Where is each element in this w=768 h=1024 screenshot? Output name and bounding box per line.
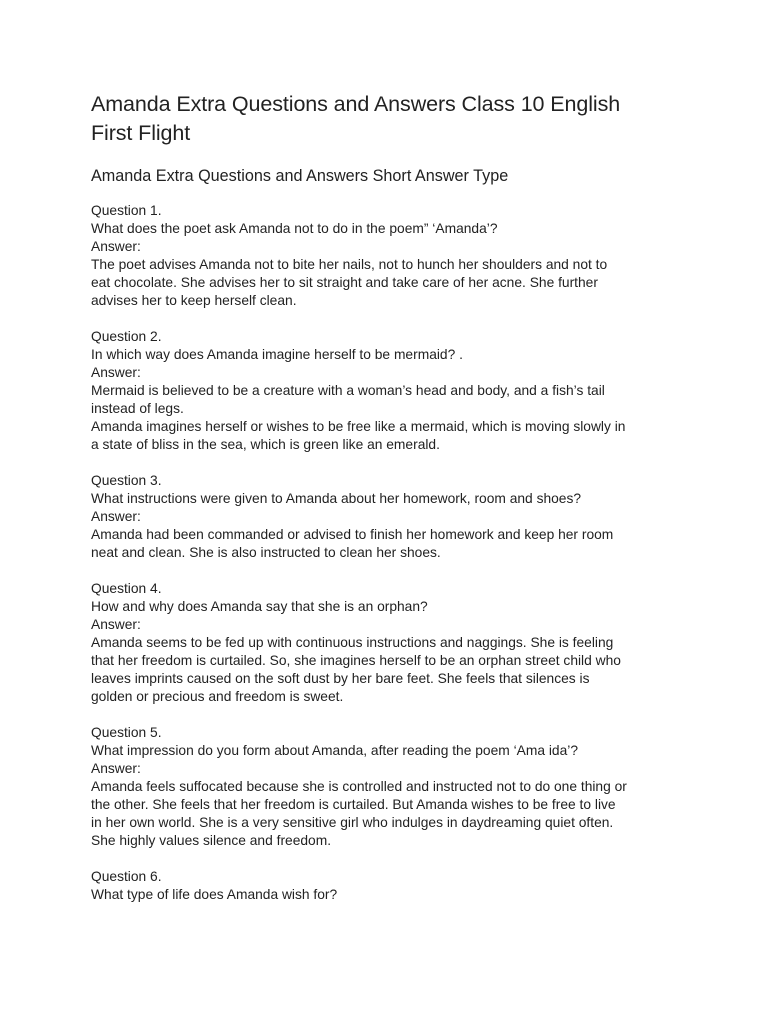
question-text: What type of life does Amanda wish for? [91,887,338,902]
qa-item [91,202,691,310]
qa-item [91,724,691,850]
answer-text [91,634,691,706]
answer-label: Answer: [91,617,141,632]
answer-line: eat chocolate. She advises her to sit straight and take care of her acne. She further [91,275,598,290]
answer-line: She highly values silence and freedom. [91,833,332,848]
title-line-2: First Flight [91,121,191,145]
answer-line: Amanda seems to be fed up with continuous instructions and naggings. She is feeling [91,635,614,650]
answer-line: a state of bliss in the sea, which is green like an emerald. [91,437,440,452]
answer-label: Answer: [91,761,141,776]
answer-line: the other. She feels that her freedom is curtailed. But Amanda wishes to be free to live [91,797,616,812]
answer-line: instead of legs. [91,401,184,416]
answer-line: Mermaid is believed to be a creature with a woman’s head and body, and a fish’s tail [91,383,605,398]
answer-text [91,382,691,454]
answer-label: Answer: [91,239,141,254]
answer-line: advises her to keep herself clean. [91,293,297,308]
answer-line: Amanda imagines herself or wishes to be free like a mermaid, which is moving slowly in [91,419,626,434]
title-line-1: Amanda Extra Questions and Answers Class 10 English [91,92,621,116]
question-number: Question 5. [91,725,162,740]
question-number: Question 2. [91,329,162,344]
answer-label: Answer: [91,509,141,524]
answer-line: leaves imprints caused on the soft dust by her bare feet. She feels that silences is [91,671,590,686]
qa-item [91,472,691,562]
qa-list [91,202,691,904]
document-page [91,90,691,922]
question-text: How and why does Amanda say that she is an orphan? [91,599,428,614]
answer-line: golden or precious and freedom is sweet. [91,689,344,704]
answer-label: Answer: [91,365,141,380]
answer-line: Amanda had been commanded or advised to finish her homework and keep her room [91,527,614,542]
question-number: Question 1. [91,203,162,218]
question-number: Question 4. [91,581,162,596]
question-text: What impression do you form about Amanda, after reading the poem ‘Ama ida’? [91,743,578,758]
answer-line: Amanda feels suffocated because she is controlled and instructed not to do one thing or [91,779,627,794]
question-number: Question 3. [91,473,162,488]
answer-line: that her freedom is curtailed. So, she imagines herself to be an orphan street child who [91,653,621,668]
question-number: Question 6. [91,869,162,884]
question-text: What does the poet ask Amanda not to do in the poem” ‘Amanda’? [91,221,498,236]
qa-item [91,868,691,904]
section-heading: Amanda Extra Questions and Answers Short Answer Type [91,167,509,185]
qa-item [91,580,691,706]
answer-line: The poet advises Amanda not to bite her nails, not to hunch her shoulders and not to [91,257,608,272]
answer-line: in her own world. She is a very sensitive girl who indulges in daydreaming quiet often. [91,815,614,830]
page-title [91,90,691,148]
qa-item [91,328,691,454]
question-text: In which way does Amanda imagine herself to be mermaid? . [91,347,463,362]
answer-text [91,526,691,562]
question-text: What instructions were given to Amanda about her homework, room and shoes? [91,491,582,506]
answer-text [91,256,691,310]
answer-line: neat and clean. She is also instructed to clean her shoes. [91,545,441,560]
answer-text [91,778,691,850]
